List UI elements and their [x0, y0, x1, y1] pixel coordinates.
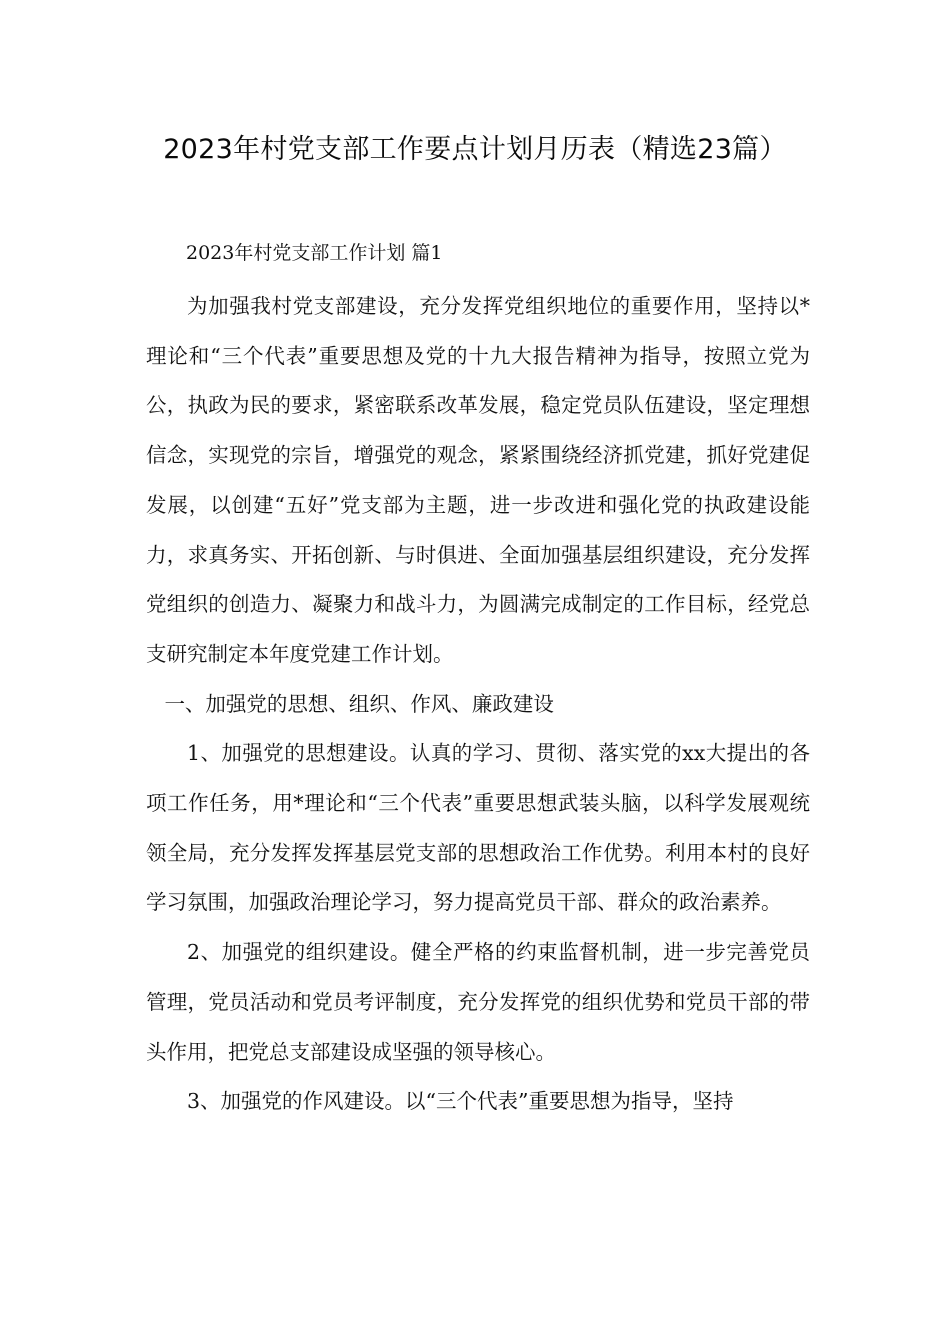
paragraph-ideology: 1、加强党的思想建设。认真的学习、贯彻、落实党的xx大提出的各项工作任务，用*理论和“三个代表”重要思想武装头脑，以科学发展观统领全局，充分发挥发挥基层党支部的思想政治工作优势。利用本村的良好学习氛围，加强政治理论学习，努力提高党员干部、群众的政治素养。 — [146, 741, 810, 915]
paragraph-workstyle: 3、加强党的作风建设。以“三个代表”重要思想为指导，坚持 — [187, 1089, 734, 1114]
section-subtitle: 2023年村党支部工作计划 篇1 — [186, 242, 443, 264]
paragraph-organization: 2、加强党的组织建设。健全严格的约束监督机制，进一步完善党员管理，党员活动和党员考评制度，充分发挥党的组织优势和党员干部的带头作用，把党总支部建设成坚强的领导核心。 — [146, 940, 810, 1064]
intro-paragraph: 为加强我村党支部建设，充分发挥党组织地位的重要作用，坚持以*理论和“三个代表”重要思想及党的十九大报告精神为指导，按照立党为公，执政为民的要求，紧密联系改革发展，稳定党员队伍建设，坚定理想信念，实现党的宗旨，增强党的观念，紧紧围绕经济抓党建，抓好党建促发展，以创建“五好”党支部为主题，进一步改进和强化党的执政建设能力，求真务实、开拓创新、与时俱进、全面加强基层组织建设，充分发挥党组织的创造力、凝聚力和战斗力，为圆满完成制定的工作目标，经党总支研究制定本年度党建工作计划。 — [146, 294, 810, 666]
section-heading: 一、加强党的思想、组织、作风、廉政建设 — [164, 691, 554, 716]
document-title: 2023年村党支部工作要点计划月历表（精选23篇） — [163, 134, 787, 165]
document-body — [146, 282, 810, 1127]
